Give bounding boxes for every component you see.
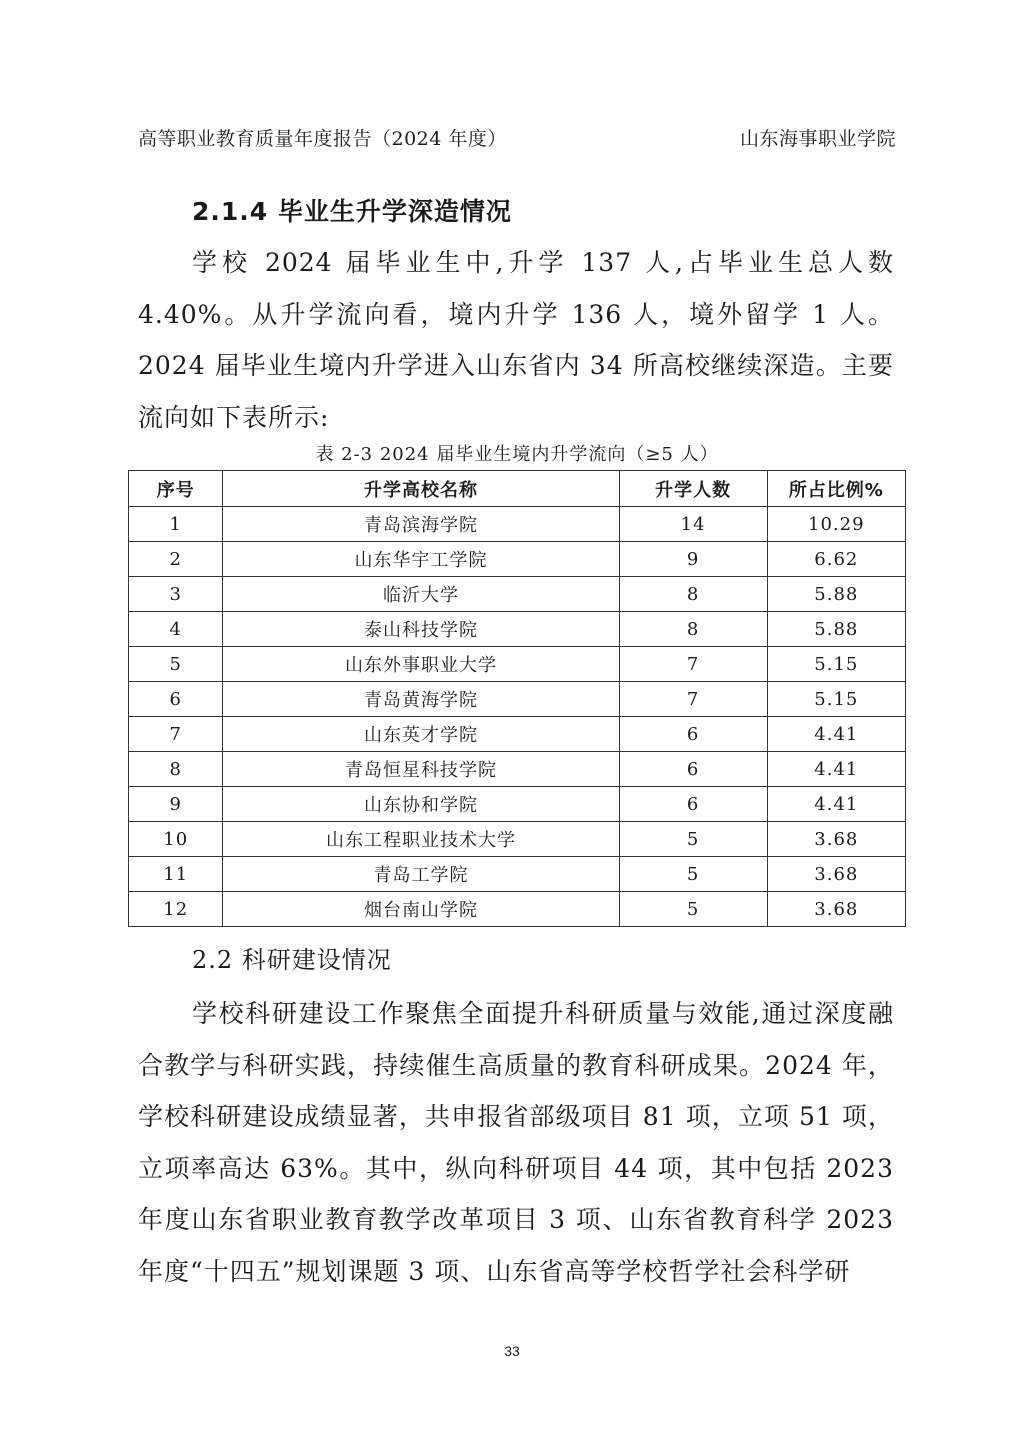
section-paragraph: 学校 2024 届毕业生中,升学 137 人,占毕业生总人数 4.40%。从升学流向看，境内升学 136 人，境外留学 1 人。2024 届毕业生境内升学进入山东省内 34 所高校继续深造。主要流向如下表所示: (138, 248, 894, 432)
running-header-title: 高等职业教育质量年度报告（2024 年度） (138, 128, 507, 150)
cell-school-name: 山东工程职业技术大学 (223, 822, 619, 857)
cell-school-name: 山东英才学院 (223, 717, 619, 752)
column-header-school: 升学高校名称 (223, 471, 619, 507)
cell-count: 9 (619, 542, 767, 577)
table-row (129, 822, 906, 857)
cell-count: 8 (619, 612, 767, 647)
cell-school-name: 烟台南山学院 (223, 892, 619, 927)
cell-school-name: 山东协和学院 (223, 787, 619, 822)
cell-count: 6 (619, 752, 767, 787)
table-row (129, 612, 906, 647)
cell-count: 14 (619, 507, 767, 542)
further-study-table (128, 470, 906, 927)
cell-school-name: 青岛工学院 (223, 857, 619, 892)
cell-school-name: 临沂大学 (223, 577, 619, 612)
table-row (129, 577, 906, 612)
section-heading: 2.1.4 毕业生升学深造情况 (192, 197, 512, 226)
cell-percent: 5.88 (767, 577, 905, 612)
cell-index: 12 (129, 892, 223, 927)
cell-percent: 5.88 (767, 612, 905, 647)
cell-index: 6 (129, 682, 223, 717)
cell-index: 10 (129, 822, 223, 857)
cell-count: 6 (619, 787, 767, 822)
cell-index: 2 (129, 542, 223, 577)
column-header-percent: 所占比例% (767, 471, 905, 507)
cell-index: 8 (129, 752, 223, 787)
cell-index: 7 (129, 717, 223, 752)
cell-percent: 5.15 (767, 682, 905, 717)
cell-school-name: 青岛滨海学院 (223, 507, 619, 542)
cell-index: 3 (129, 577, 223, 612)
cell-count: 5 (619, 822, 767, 857)
cell-percent: 3.68 (767, 857, 905, 892)
table-row (129, 717, 906, 752)
cell-school-name: 青岛恒星科技学院 (223, 752, 619, 787)
table-row (129, 892, 906, 927)
cell-percent: 4.41 (767, 752, 905, 787)
cell-percent: 4.41 (767, 787, 905, 822)
cell-school-name: 山东华宇工学院 (223, 542, 619, 577)
cell-index: 4 (129, 612, 223, 647)
page-number: 33 (504, 1343, 520, 1359)
table-row (129, 787, 906, 822)
table-row (129, 857, 906, 892)
table-row (129, 647, 906, 682)
cell-index: 9 (129, 787, 223, 822)
cell-count: 7 (619, 682, 767, 717)
cell-count: 5 (619, 892, 767, 927)
cell-percent: 4.41 (767, 717, 905, 752)
table-body (129, 507, 906, 927)
cell-index: 1 (129, 507, 223, 542)
subsection-paragraph: 学校科研建设工作聚焦全面提升科研质量与效能,通过深度融合教学与科研实践，持续催生高质量的教育科研成果。2024 年，学校科研建设成绩显著，共申报省部级项目 81 项，立项 51 项，立项率高达 63%。其中，纵向科研项目 44 项，其中包括 2023 年度山东省职业教育教学改革项目 3 项、山东省教育科学 2023 年度“十四五”规划课题 3 项、山东省高等学校哲学社会科学研 (138, 999, 894, 1286)
cell-count: 5 (619, 857, 767, 892)
cell-percent: 6.62 (767, 542, 905, 577)
cell-percent: 3.68 (767, 822, 905, 857)
running-header-institution: 山东海事职业学院 (739, 128, 896, 150)
table-row (129, 542, 906, 577)
cell-school-name: 泰山科技学院 (223, 612, 619, 647)
table-caption: 表 2-3 2024 届毕业生境内升学流向（≥5 人） (315, 444, 719, 465)
table-header-row (129, 471, 906, 507)
cell-count: 7 (619, 647, 767, 682)
cell-percent: 10.29 (767, 507, 905, 542)
cell-school-name: 山东外事职业大学 (223, 647, 619, 682)
cell-school-name: 青岛黄海学院 (223, 682, 619, 717)
table-row (129, 507, 906, 542)
table-row (129, 752, 906, 787)
column-header-count: 升学人数 (619, 471, 767, 507)
cell-count: 6 (619, 717, 767, 752)
subsection-heading: 2.2 科研建设情况 (192, 946, 392, 974)
cell-count: 8 (619, 577, 767, 612)
table-row (129, 682, 906, 717)
cell-index: 5 (129, 647, 223, 682)
column-header-index: 序号 (129, 471, 223, 507)
cell-index: 11 (129, 857, 223, 892)
cell-percent: 3.68 (767, 892, 905, 927)
cell-percent: 5.15 (767, 647, 905, 682)
